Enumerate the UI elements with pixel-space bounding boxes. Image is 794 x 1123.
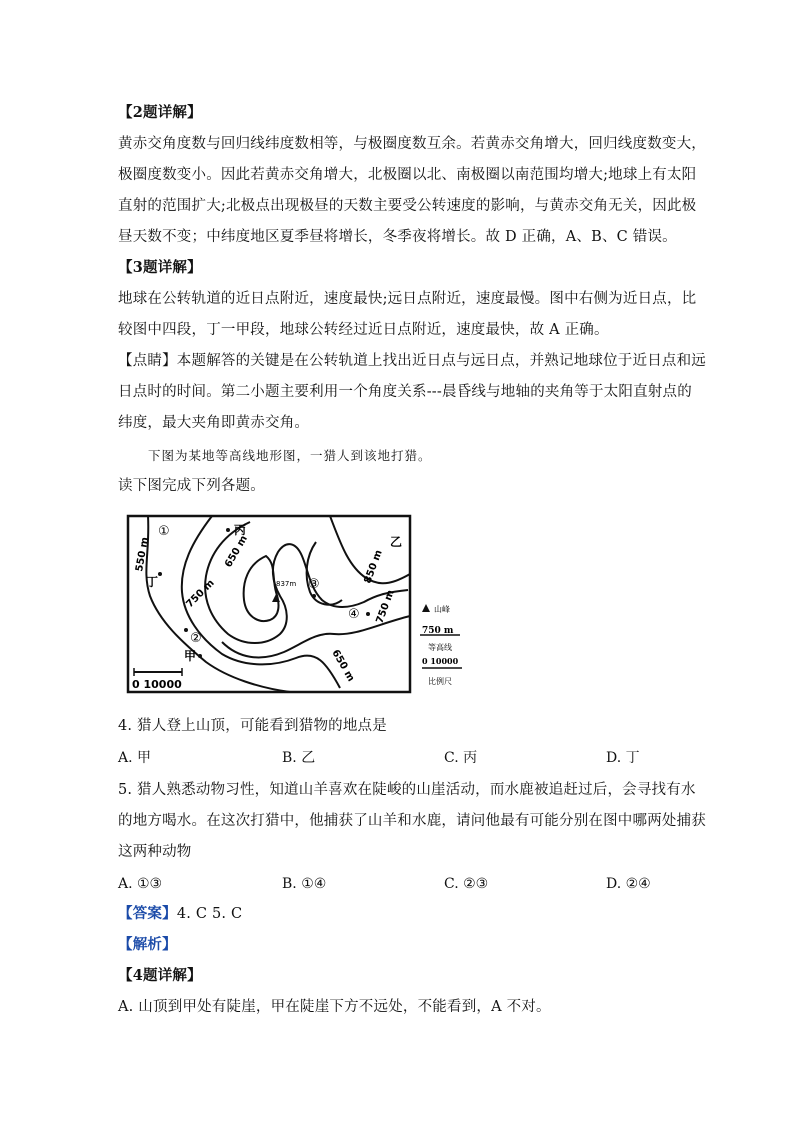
place-ding-dot bbox=[158, 572, 162, 576]
place-bing: 丙 bbox=[234, 523, 247, 537]
contour-label-750-right: 750 m bbox=[374, 588, 397, 626]
contour-line-inner bbox=[307, 542, 342, 605]
contour-line-550 bbox=[146, 516, 290, 692]
point-3: ③ bbox=[308, 577, 320, 592]
point-2: ② bbox=[190, 631, 202, 646]
q4-option-c: C. 丙 bbox=[444, 750, 478, 766]
legend-scale-value: 0 10000 bbox=[422, 656, 459, 666]
peak-elevation: 837m bbox=[276, 580, 297, 588]
place-bing-dot bbox=[226, 528, 230, 532]
q5-option-b: B. ①④ bbox=[282, 876, 327, 892]
map-caption: 下图为某地等高线地形图，一猎人到该地打猎。 bbox=[148, 448, 432, 463]
legend-peak-icon bbox=[422, 604, 430, 612]
legend-contour-label: 等高线 bbox=[428, 643, 452, 652]
point-2-dot bbox=[184, 628, 188, 632]
contour-label-650-top: 650 m bbox=[223, 533, 250, 570]
answer-text: 4. C 5. C bbox=[176, 906, 243, 922]
analysis-heading: 【解析】 bbox=[118, 936, 177, 953]
place-yi: 乙 bbox=[390, 535, 403, 549]
q5-option-a: A. ①③ bbox=[118, 876, 163, 892]
q4-option-b: B. 乙 bbox=[282, 750, 316, 766]
contour-map bbox=[120, 512, 430, 696]
answer-tag: 【答案】 bbox=[118, 905, 177, 922]
q5-line-3: 这两种动物 bbox=[118, 844, 192, 860]
q4-option-a: A. 甲 bbox=[118, 750, 152, 766]
place-ding: 丁 bbox=[146, 575, 159, 589]
q5-option-c: C. ②③ bbox=[444, 876, 489, 892]
contour-label-650-bottom: 650 m bbox=[329, 648, 357, 684]
tip-line-1: 【点睛】本题解答的关键是在公转轨道上找出近日点与远日点，并熟记地球位于近日点和远 bbox=[118, 353, 706, 369]
point-4: ④ bbox=[348, 607, 360, 622]
point-1: ① bbox=[158, 524, 170, 539]
q2-line-2: 极圈度数变小。因此若黄赤交角增大，北极圈以北、南极圈以南范围均增大;地球上有太阳 bbox=[118, 167, 697, 183]
q2-heading: 【2题详解】 bbox=[118, 104, 202, 121]
q2-line-3: 直射的范围扩大;北极点出现极昼的天数主要受公转速度的影响，与黄赤交角无关，因此极 bbox=[118, 198, 697, 214]
point-3-dot bbox=[312, 594, 316, 598]
place-jia-dot bbox=[198, 654, 202, 658]
scale-label: 0 10000 bbox=[132, 678, 182, 691]
tip-line-3: 纬度，最大夹角即黄赤交角。 bbox=[118, 415, 310, 431]
q2-line-4: 昼天数不变；中纬度地区夏季昼将增长，冬季夜将增长。故 D 正确，A、B、C 错误。 bbox=[118, 229, 677, 245]
q4-stem: 4. 猎人登上山顶，可能看到猎物的地点是 bbox=[118, 718, 387, 734]
contour-label-850: 850 m bbox=[362, 548, 385, 586]
q5-line-1: 5. 猎人熟悉动物习性，知道山羊喜欢在陡峻的山崖活动，而水鹿被追赶过后，会寻找有水 bbox=[118, 782, 696, 798]
map-legend bbox=[418, 600, 478, 690]
q4-detail-heading: 【4题详解】 bbox=[118, 967, 202, 984]
legend-peak-label: 山峰 bbox=[434, 605, 450, 614]
q3-line-1: 地球在公转轨道的近日点附近，速度最快;远日点附近，速度最慢。图中右侧为近日点，比 bbox=[118, 291, 697, 307]
contour-label-750-left: 750 m bbox=[184, 577, 217, 611]
instruction: 读下图完成下列各题。 bbox=[118, 478, 265, 494]
answer-row bbox=[118, 904, 678, 924]
map-frame bbox=[128, 516, 410, 692]
legend-scale-label: 比例尺 bbox=[428, 677, 452, 686]
q5-line-2: 的地方喝水。在这次打猎中，他捕获了山羊和水鹿，请问他最有可能分别在图中哪两处捕获 bbox=[118, 813, 706, 829]
point-4-dot bbox=[366, 612, 370, 616]
legend-contour-value: 750 m bbox=[422, 626, 454, 636]
q4-option-d: D. 丁 bbox=[606, 750, 640, 766]
q5-option-d: D. ②④ bbox=[606, 876, 651, 892]
place-jia: 甲 bbox=[184, 649, 197, 663]
q3-heading: 【3题详解】 bbox=[118, 259, 202, 276]
tip-line-2: 日点时的时间。第二小题主要利用一个角度关系---晨昏线与地轴的夹角等于太阳直射点的 bbox=[118, 384, 692, 400]
q3-line-2: 较图中四段，丁一甲段，地球公转经过近日点附近，速度最快，故 A 正确。 bbox=[118, 322, 609, 338]
q2-line-1: 黄赤交角度数与回归线纬度数相等，与极圈度数互余。若黄赤交角增大，回归线度数变大， bbox=[118, 136, 706, 152]
contour-label-550: 550 m bbox=[134, 536, 151, 573]
q4-detail-line: A. 山顶到甲处有陡崖，甲在陡崖下方不远处，不能看到，A 不对。 bbox=[118, 999, 551, 1015]
